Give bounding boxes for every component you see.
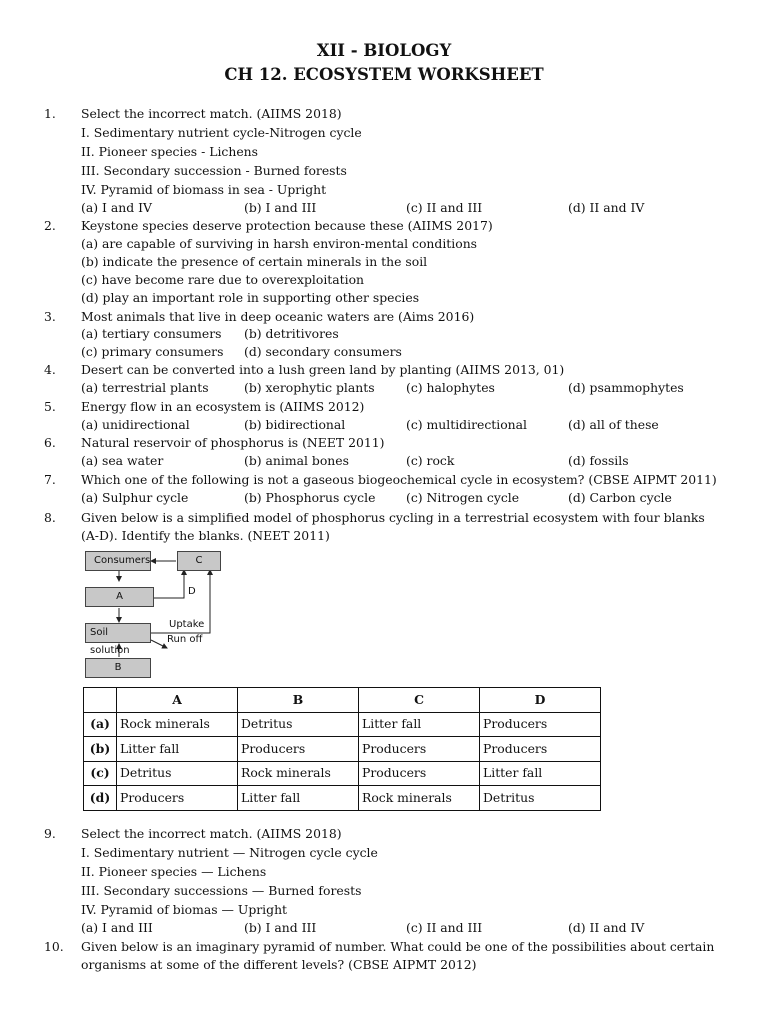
table-cell: Detritus (480, 786, 601, 811)
table-corner-cell (84, 688, 117, 713)
row-label: (b) (84, 737, 117, 762)
column-header-c: C (359, 688, 480, 713)
option-d: (d) psammophytes (568, 380, 684, 395)
option-d: (d) Carbon cycle (568, 490, 672, 505)
statement-line: IV. Pyramid of biomas — Upright (81, 902, 288, 917)
option-c: (c) II and III (406, 920, 483, 935)
statement-line: II. Pioneer species - Lichens (81, 144, 258, 159)
option-b: (b) I and III (244, 200, 317, 215)
option-a: (a) tertiary consumers (81, 326, 222, 341)
table-cell: Producers (238, 737, 359, 762)
statement-line: II. Pioneer species — Lichens (81, 864, 267, 879)
option-d: (d) fossils (568, 453, 629, 468)
option-b: (b) indicate the presence of certain minerals in the soil (81, 254, 428, 269)
table-cell: Litter fall (238, 786, 359, 811)
subject-title: XII - BIOLOGY (316, 41, 452, 60)
table-cell: Producers (359, 761, 480, 786)
question-text: Keystone species deserve protection because these (AIIMS 2017) (81, 218, 493, 233)
question-number: 10. (44, 939, 64, 954)
table-cell: Rock minerals (359, 786, 480, 811)
option-b: (b) Phosphorus cycle (244, 490, 376, 505)
question-text: Select the incorrect match. (AIIMS 2018) (81, 826, 342, 841)
option-d: (d) II and IV (568, 200, 645, 215)
option-b: (b) animal bones (244, 453, 349, 468)
statement-line: IV. Pyramid of biomass in sea - Upright (81, 182, 327, 197)
question-number: 5. (44, 399, 56, 414)
question-text: Select the incorrect match. (AIIMS 2018) (81, 106, 342, 121)
question-number: 4. (44, 362, 56, 377)
blank-c-box: C (177, 551, 221, 571)
table-cell: Rock minerals (117, 712, 238, 737)
question-number: 7. (44, 472, 56, 487)
option-a: (a) I and III (81, 920, 153, 935)
row-label: (d) (84, 786, 117, 811)
option-c: (c) rock (406, 453, 455, 468)
statement-line: III. Secondary successions — Burned forests (81, 883, 362, 898)
question-text: Given below is a simplified model of phosphorus cycling in a terrestrial ecosystem with four blanks (81, 510, 705, 525)
option-b: (b) bidirectional (244, 417, 346, 432)
question-number: 3. (44, 309, 56, 324)
question-text: Desert can be converted into a lush green land by planting (AIIMS 2013, 01) (81, 362, 565, 377)
blank-b-box: B (85, 658, 151, 678)
column-header-b: B (238, 688, 359, 713)
table-cell: Detritus (117, 761, 238, 786)
option-d: (d) play an important role in supporting other species (81, 290, 420, 305)
table-cell: Litter fall (117, 737, 238, 762)
question-text-continued: (A-D). Identify the blanks. (NEET 2011) (81, 528, 330, 543)
blank-a-box: A (85, 587, 154, 607)
chapter-title: CH 12. ECOSYSTEM WORKSHEET (224, 65, 544, 84)
table-cell: Producers (480, 737, 601, 762)
question-number: 8. (44, 510, 56, 525)
option-a: (a) I and IV (81, 200, 152, 215)
statement-line: I. Sedimentary nutrient — Nitrogen cycle cycle (81, 845, 378, 860)
option-b: (b) xerophytic plants (244, 380, 375, 395)
option-d: (d) all of these (568, 417, 659, 432)
answer-options-table (83, 687, 601, 811)
consumers-box: Consumers (85, 551, 151, 571)
question-text: Which one of the following is not a gaseous biogeochemical cycle in ecosystem? (CBSE AIPMT 2011) (81, 472, 717, 487)
option-b: (b) detritivores (244, 326, 339, 341)
question-number: 9. (44, 826, 56, 841)
statement-line: III. Secondary succession - Burned forests (81, 163, 347, 178)
table-cell: Rock minerals (238, 761, 359, 786)
row-label: (a) (84, 712, 117, 737)
row-label: (c) (84, 761, 117, 786)
table-header-row (84, 688, 601, 713)
table-cell: Detritus (238, 712, 359, 737)
option-c: (c) have become rare due to overexploitation (81, 272, 365, 287)
option-a: (a) are capable of surviving in harsh environ-mental conditions (81, 236, 478, 251)
question-text: Natural reservoir of phosphorus is (NEET 2011) (81, 435, 385, 450)
option-c: (c) II and III (406, 200, 483, 215)
question-number: 6. (44, 435, 56, 450)
soil-solution-box: Soil solution (85, 623, 151, 643)
table-cell: Producers (117, 786, 238, 811)
question-text: Energy flow in an ecosystem is (AIIMS 2012) (81, 399, 365, 414)
question-number: 1. (44, 106, 56, 121)
table-row (84, 786, 601, 811)
question-text: Most animals that live in deep oceanic waters are (Aims 2016) (81, 309, 475, 324)
table-cell: Litter fall (480, 761, 601, 786)
statement-line: I. Sedimentary nutrient cycle-Nitrogen cycle (81, 125, 362, 140)
option-a: (a) terrestrial plants (81, 380, 209, 395)
blank-d-label: D (188, 586, 196, 597)
phosphorus-cycle-diagram (83, 548, 225, 680)
option-d: (d) II and IV (568, 920, 645, 935)
question-text-continued: organisms at some of the different levels? (CBSE AIPMT 2012) (81, 957, 477, 972)
option-c: (c) multidirectional (406, 417, 528, 432)
option-b: (b) I and III (244, 920, 317, 935)
option-a: (a) unidirectional (81, 417, 190, 432)
question-text: Given below is an imaginary pyramid of number. What could be one of the possibilities about certain (81, 939, 715, 954)
table-cell: Litter fall (359, 712, 480, 737)
option-a: (a) sea water (81, 453, 164, 468)
option-c: (c) Nitrogen cycle (406, 490, 520, 505)
uptake-label: Uptake (169, 619, 205, 630)
option-d: (d) secondary consumers (244, 344, 402, 359)
option-c: (c) primary consumers (81, 344, 224, 359)
question-number: 2. (44, 218, 56, 233)
table-row (84, 712, 601, 737)
table-row (84, 737, 601, 762)
table-row (84, 761, 601, 786)
run-off-label: Run off (167, 634, 203, 645)
option-c: (c) halophytes (406, 380, 495, 395)
column-header-a: A (117, 688, 238, 713)
column-header-d: D (480, 688, 601, 713)
table-cell: Producers (480, 712, 601, 737)
table-cell: Producers (359, 737, 480, 762)
option-a: (a) Sulphur cycle (81, 490, 189, 505)
